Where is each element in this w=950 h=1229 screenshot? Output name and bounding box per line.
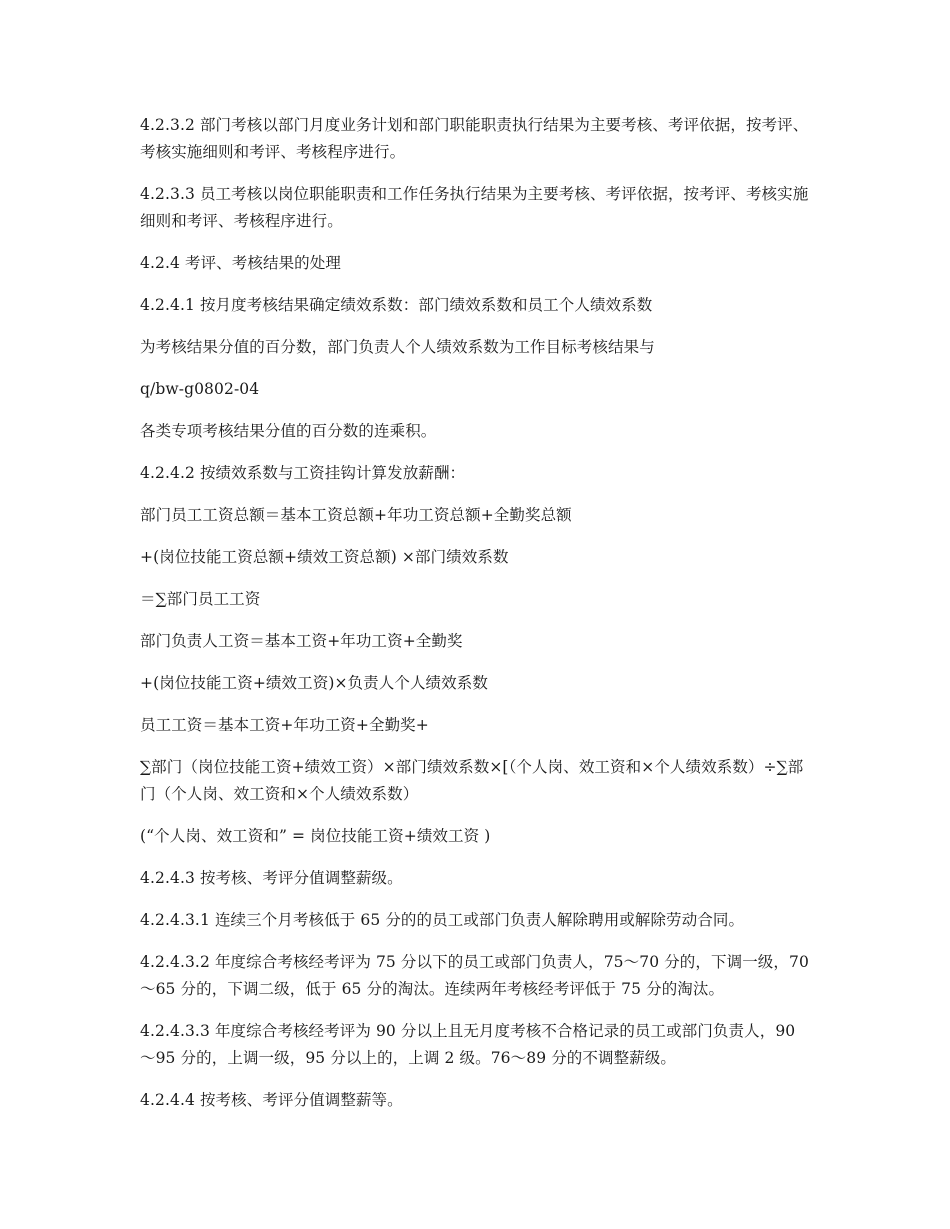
heading-4-2-4: 4.2.4 考评、考核结果的处理: [140, 254, 341, 272]
formula-dept-total: 部门员工工资总额＝基本工资总额+年功工资总额+全勤奖总额: [140, 506, 572, 524]
formula-head-salary-cont: +(岗位技能工资+绩效工资)×负责人个人绩效系数: [140, 674, 488, 692]
formula-dept-sum: ＝∑部门员工工资: [140, 590, 261, 608]
paragraph-continued-product: 各类专项考核结果分值的百分数的连乘积。: [140, 422, 437, 440]
paragraph-4-2-3-2: 4.2.3.2 部门考核以部门月度业务计划和部门职能职责执行结果为主要考核、考评依据，按考评、考核实施细则和考评、考核程序进行。: [140, 116, 809, 161]
document-page: [140, 112, 810, 1129]
paragraph-4-2-4-3-1: 4.2.4.3.1 连续三个月考核低于 65 分的的员工或部门负责人解除聘用或解除劳动合同。: [140, 911, 745, 929]
paragraph-4-2-4-3: 4.2.4.3 按考核、考评分值调整薪级。: [140, 869, 403, 887]
formula-employee-salary: 员工工资＝基本工资+年功工资+全勤奖+: [140, 716, 429, 734]
formula-head-salary: 部门负责人工资＝基本工资+年功工资+全勤奖: [140, 632, 463, 650]
paragraph-4-2-4-3-3: 4.2.4.3.3 年度综合考核经考评为 90 分以上且无月度考核不合格记录的员工或部门负责人，90～95 分的，上调一级，95 分以上的，上调 2 级。76～89 分的不调整薪级。: [140, 1022, 796, 1067]
formula-dept-total-cont: +(岗位技能工资总额+绩效工资总额) ×部门绩效系数: [140, 548, 509, 566]
document-code: q/bw-g0802-04: [140, 380, 260, 398]
paragraph-4-2-4-1: 4.2.4.1 按月度考核结果确定绩效系数：部门绩效系数和员工个人绩效系数: [140, 296, 653, 314]
paragraph-coefficient-definition: 为考核结果分值的百分数，部门负责人个人绩效系数为工作目标考核结果与: [140, 338, 655, 356]
formula-note: (“个人岗、效工资和” = 岗位技能工资+绩效工资 ): [140, 827, 491, 845]
paragraph-4-2-4-4: 4.2.4.4 按考核、考评分值调整薪等。: [140, 1091, 403, 1109]
paragraph-4-2-4-3-2: 4.2.4.3.2 年度综合考核经考评为 75 分以下的员工或部门负责人，75～70 分的，下调一级，70～65 分的，下调二级，低于 65 分的淘汰。连续两年考核经考评低于 75 分的淘汰。: [140, 953, 809, 998]
paragraph-4-2-4-2: 4.2.4.2 按绩效系数与工资挂钩计算发放薪酬：: [140, 464, 466, 482]
formula-employee-salary-cont: ∑部门（岗位技能工资+绩效工资）×部门绩效系数×[（个人岗、效工资和×个人绩效系数）÷∑部门（个人岗、效工资和×个人绩效系数）: [140, 758, 804, 803]
paragraph-4-2-3-3: 4.2.3.3 员工考核以岗位职能职责和工作任务执行结果为主要考核、考评依据，按考评、考核实施细则和考评、考核程序进行。: [140, 185, 809, 230]
